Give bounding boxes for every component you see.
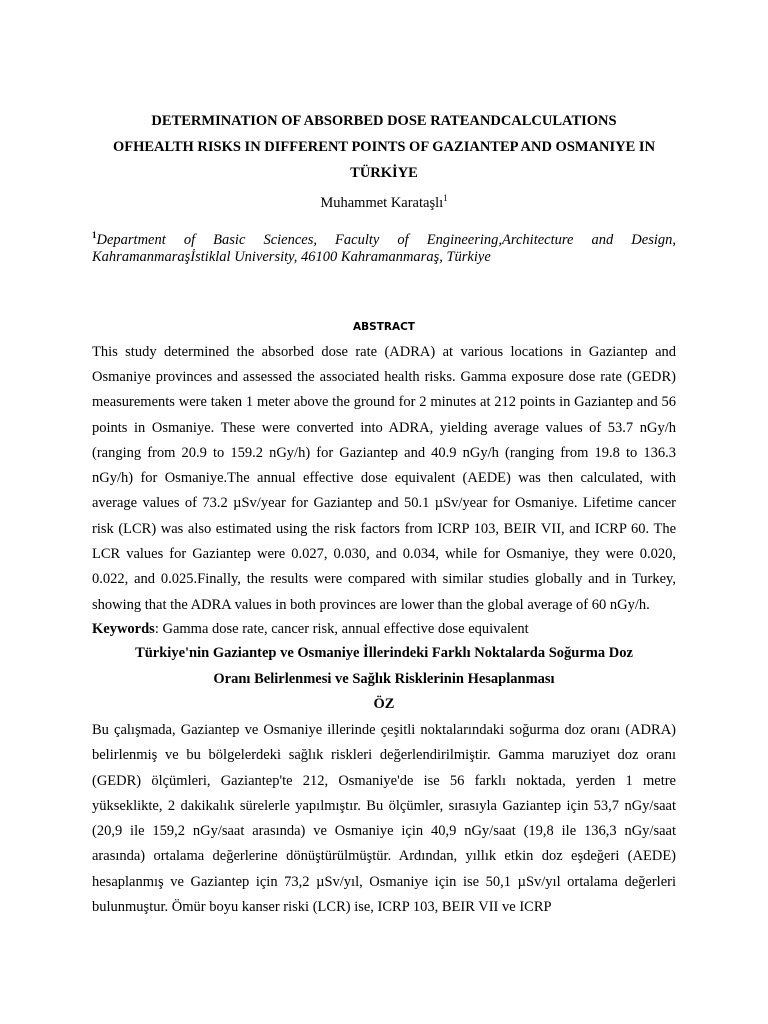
- keywords-line: [92, 618, 676, 640]
- turkish-title: [92, 640, 676, 692]
- affiliation-text: Department of Basic Sciences, Faculty of Engineering,Architecture and Design, Kahramanmaraşİstiklal University, 46100 Kahramanmaraş, Türkiye: [92, 231, 676, 265]
- oz-text: Bu çalışmada, Gaziantep ve Osmaniye illerinde çeşitli noktalarındaki soğurma doz oranı (ADRA) belirlenmiş ve bu bölgelerdeki sağlık riskleri değerlendirilmiştir. Gamma maruziyet doz oranı (GEDR) ölçümleri, Gaziantep'te 212, Osmaniye'de ise 56 farklı noktada, yerden 1 metre yükseklikte, 2 dakikalık sürelerle yapılmıştır. Bu ölçümler, sırasıyla Gaziantep için 53,7 nGy/saat (20,9 ile 159,2 nGy/saat arasında) ve Osmaniye için 40,9 nGy/saat (19,8 ile 136,3 nGy/saat arasında) ortalama değerlerine dönüştürülmüştür. Ardından, yıllık etkin doz eşdeğeri (AEDE) hesaplanmış ve Gaziantep için 73,2 µSv/yıl, Osmaniye için ise 50,1 µSv/yıl ortalama değerleri bulunmuştur. Ömür boyu kanser riski (LCR) ise, ICRP 103, BEIR VII ve ICRP: [92, 721, 676, 915]
- abstract-heading: ABSTRACT: [353, 320, 415, 333]
- paper-page: [92, 108, 676, 920]
- paper-title: [92, 108, 676, 186]
- turkish-title-line-1: Türkiye'nin Gaziantep ve Osmaniye İllerindeki Farklı Noktalarda Soğurma Doz: [135, 644, 633, 661]
- title-line-3: TÜRKİYE: [350, 165, 418, 181]
- abstract-text: This study determined the absorbed dose rate (ADRA) at various locations in Gaziantep and Osmaniye provinces and assessed the associated health risks. Gamma exposure dose rate (GEDR) measurements were taken 1 meter above the ground for 2 minutes at 212 points in Gaziantep and 56 points in Osmaniye. These were converted into ADRA, yielding average values of 53.7 nGy/h (ranging from 20.9 to 159.2 nGy/h) for Gaziantep and 40.9 nGy/h (ranging from 19.8 to 136.3 nGy/h) for Osmaniye.The annual effective dose equivalent (AEDE) was then calculated, with average values of 73.2 µSv/year for Gaziantep and 50.1 µSv/year for Osmaniye. Lifetime cancer risk (LCR) was also estimated using the risk factors from ICRP 103, BEIR VII, and ICRP 60. The LCR values for Gaziantep were 0.027, 0.030, and 0.034, while for Osmaniye, they were 0.020, 0.022, and 0.025.Finally, the results were compared with similar studies globally and in Turkey, showing that the ADRA values in both provinces are lower than the global average of 60 nGy/h.: [92, 343, 676, 613]
- author-line: [92, 188, 676, 213]
- title-line-2: OFHEALTH RISKS IN DIFFERENT POINTS OF GAZIANTEP AND OSMANIYE IN: [112, 139, 656, 155]
- affiliation: [92, 227, 676, 266]
- author-superscript: 1: [443, 193, 448, 203]
- affiliation-superscript: 1: [92, 229, 97, 240]
- author-name: Muhammet Karataşlı: [320, 194, 444, 211]
- title-line-1: DETERMINATION OF ABSORBED DOSE RATEANDCALCULATIONS: [151, 113, 617, 129]
- keywords-label: Keywords: [92, 620, 155, 637]
- oz-heading: ÖZ: [373, 695, 395, 712]
- keywords-text: : Gamma dose rate, cancer risk, annual effective dose equivalent: [154, 620, 529, 637]
- turkish-title-line-2: Oranı Belirlenmesi ve Sağlık Risklerinin Hesaplanması: [213, 670, 555, 687]
